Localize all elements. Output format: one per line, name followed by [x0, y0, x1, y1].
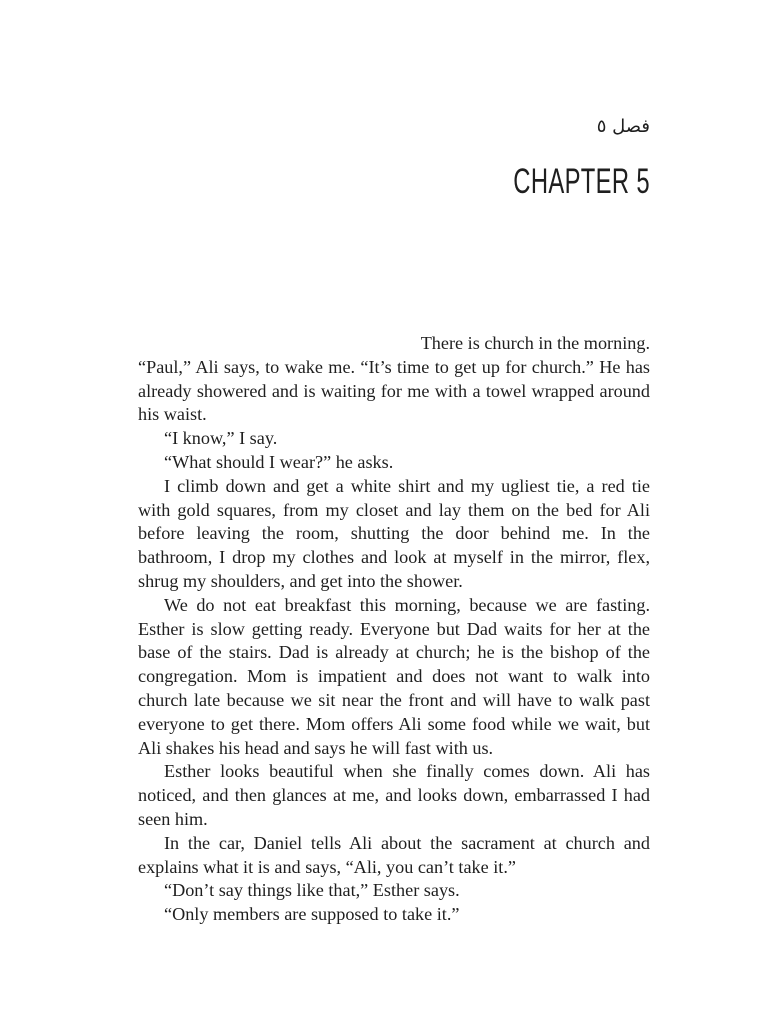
paragraph: “Only members are supposed to take it.” [164, 904, 460, 925]
chapter-body [138, 332, 650, 927]
paragraph: I climb down and get a white shirt and my ugliest tie, a red tie with gold squares, from my closet and lay them on the bed for Ali before leaving the room, shutting the door behind me. In the bathroom, I drop my clothes and look at myself in the mirror, flex, shrug my shoulders, and get into the shower. [138, 475, 650, 591]
paragraph: We do not eat breakfast this morning, because we are fasting. Esther is slow getting ready. Everyone but Dad waits for her at the base of the stairs. Dad is already at church; he is the bishop of the congregation. Mom is impatient and does not want to walk into church late because we sit near the front and will have to walk past everyone to get there. Mom offers Ali some food while we wait, but Ali shakes his head and says he will fast with us. [138, 594, 650, 758]
paragraph: “What should I wear?” he asks. [164, 451, 394, 472]
paragraph: “Paul,” Ali says, to wake me. “It’s time to get up for church.” He has already showered and is waiting for me with a towel wrapped around his waist. [138, 356, 650, 425]
paragraph-opening: There is church in the morning. [420, 333, 650, 353]
chapter-label-arabic: فصل ٥ [596, 116, 650, 137]
chapter-title: CHAPTER 5 [513, 162, 650, 201]
paragraph: Esther looks beautiful when she finally comes down. Ali has noticed, and then glances at me, and looks down, embarrassed I had seen him. [138, 761, 650, 829]
paragraph: “Don’t say things like that,” Esther says. [164, 880, 460, 901]
paragraph: “I know,” I say. [164, 428, 278, 449]
paragraph: In the car, Daniel tells Ali about the sacrament at church and explains what it is and says, “Ali, you can’t take it.” [138, 832, 650, 877]
